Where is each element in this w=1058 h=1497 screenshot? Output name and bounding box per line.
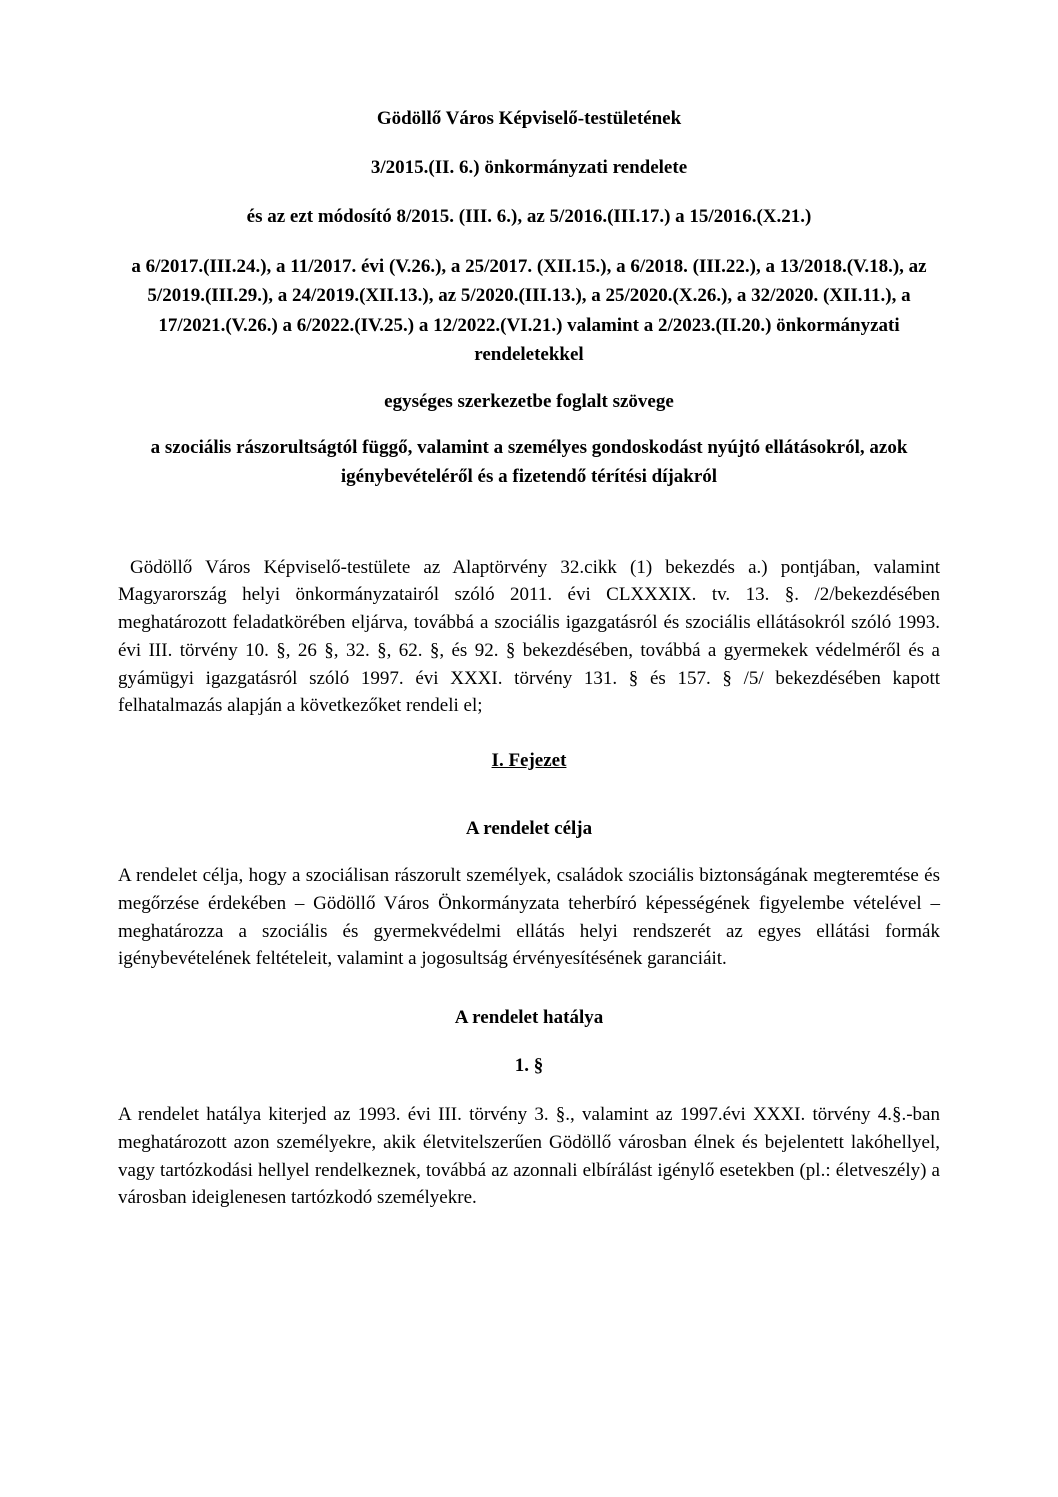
preamble-paragraph: Gödöllő Város Képviselő-testülete az Alaptörvény 32.cikk (1) bekezdés a.) pontjában, valamint Magyarország helyi önkormányzatairól szóló 2011. évi CLXXXIX. tv. 13. §. /2/bekezdésében meghatározott feladatkörében eljárva, továbbá a szociális igazgatásról és szociális ellátásokról szóló 1993. évi III. törvény 10. §, 26 §, 32. §, 62. §, és 92. § bekezdésében, továbbá a gyermekek védelméről és a gyámügyi igazgatásról szóló 1997. évi XXXI. törvény 131. § és 157. § /5/ bekezdésében kapott felhatalmazás alapján a következőket rendeli el; [118, 556, 940, 717]
header-line-amendments-1: és az ezt módosító 8/2015. (III. 6.), az 5/2016.(III.17.) a 15/2016.(X.21.) [246, 205, 812, 227]
section-number-1: 1. § [514, 1055, 544, 1077]
section-body-scope: A rendelet hatálya kiterjed az 1993. évi III. törvény 3. §., valamint az 1997.évi XXXI. törvény 4.§.-ban meghatározott azon személyekre, akik életvitelszerűen Gödöllő városban élnek és bejelentett lakóhellyel, vagy tartózkodási hellyel rendelkeznek, továbbá az azonnali elbírálást igénylő esetekben (pl.: életveszély) a városban ideiglenesen tartózkodó személyekre. [118, 1104, 940, 1209]
section-heading-scope: A rendelet hatálya [454, 1007, 604, 1029]
document-header [118, 105, 940, 492]
header-line-amendments-2: a 6/2017.(III.24.), a 11/2017. évi (V.26.), a 25/2017. (XII.15.), a 6/2018. (III.22.), a 13/2018.(V.18.), az 5/2019.(III.29.), a 24/2019.(XII.13.), az 5/2020.(III.13.), a 25/2020.(X.26.), a 32/2020. (XII.11.), a 17/2021.(V.26.) a 6/2022.(IV.25.) a 12/2022.(VI.21.) valamint a 2/2023.(II.20.) önkormányzati rendeletekkel [131, 255, 927, 365]
section-body-purpose: A rendelet célja, hogy a szociálisan rászorult személyek, családok szociális biztonságának megteremtése és megőrzése érdekében – Gödöllő Város Önkormányzata teherbíró képességének figyelembe vételével – meghatározza a szociális és gyermekvédelmi ellátás helyi rendszerét az egyes ellátási formák igénybevételének feltételeit, valamint a jogosultság érvényesítésének garanciáit. [118, 865, 940, 970]
header-line-decree-number: 3/2015.(II. 6.) önkormányzati rendelete [370, 156, 688, 178]
header-line-subject: a szociális rászorultságtól függő, valamint a személyes gondoskodást nyújtó ellátásokról, azok igénybevételéről és a fizetendő térítési díjakról [150, 436, 908, 488]
header-line-municipality: Gödöllő Város Képviselő-testületének [376, 108, 682, 129]
header-body-spacer [118, 502, 940, 554]
header-line-consolidated: egységes szerkezetbe foglalt szövege [384, 391, 674, 413]
chapter-heading: I. Fejezet [491, 750, 567, 772]
section-heading-purpose: A rendelet célja [465, 818, 593, 840]
